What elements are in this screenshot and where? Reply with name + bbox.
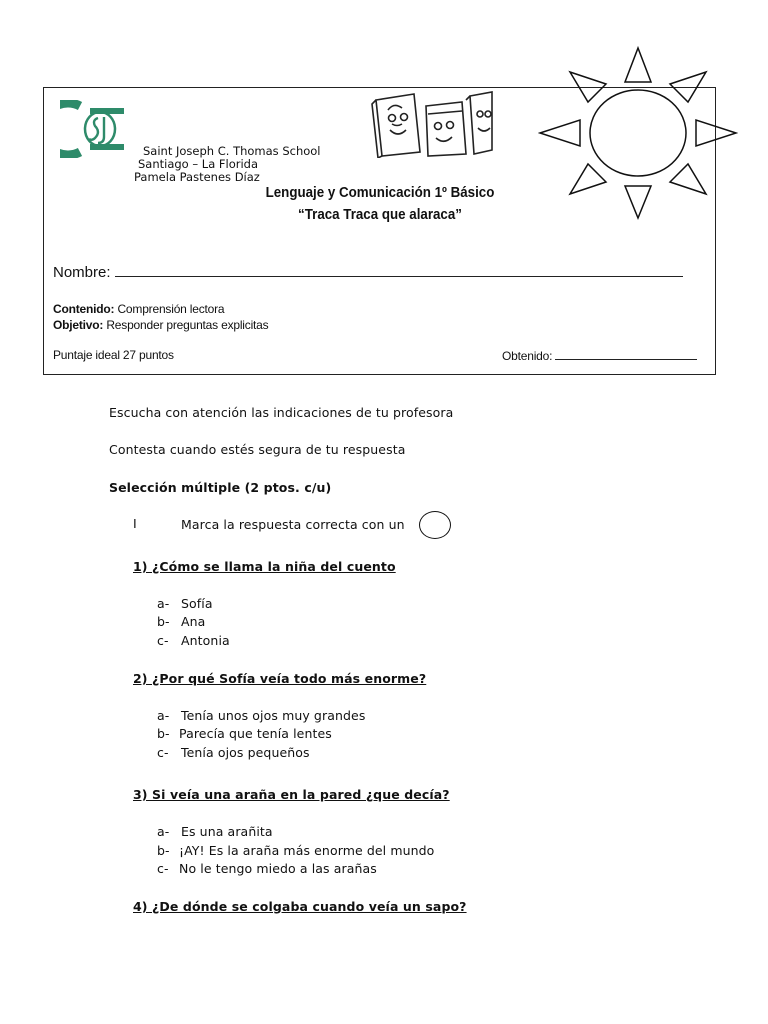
puntaje-text: Puntaje ideal 27 puntos [53,348,174,362]
name-blank-line[interactable] [115,262,683,277]
obtenido-blank-line[interactable] [555,348,697,360]
q1-option-c-letter: c- [157,633,169,648]
contenido-label: Contenido: [53,302,115,316]
q1-option-b-letter: b- [157,614,170,629]
objetivo-line [53,318,268,332]
q1-option-c[interactable]: Antonia [181,633,230,648]
cartoon-books-drawing-icon [370,90,494,158]
contenido-value: Comprensión lectora [117,302,225,316]
question-3-title: 3) Si veía una araña en la pared ¿que decía? [133,787,450,802]
instruction-listen: Escucha con atención las indicaciones de tu profesora [109,405,454,420]
q3-option-a[interactable]: Es una arañita [181,824,273,839]
name-field[interactable] [53,262,683,281]
instruction-answer: Contesta cuando estés segura de tu respuesta [109,442,406,457]
question-1-title: 1) ¿Cómo se llama la niña del cuento [133,559,396,574]
subject-title: Lenguaje y Comunicación 1º Básico [265,185,495,201]
school-location: Santiago – La Florida [138,157,259,171]
section-title: Selección múltiple (2 ptos. c/u) [109,480,332,495]
q1-option-b[interactable]: Ana [181,614,206,629]
obtenido-field[interactable] [502,348,697,363]
q3-option-c[interactable]: No le tengo miedo a las arañas [179,861,377,876]
item-number: I [133,516,137,531]
q2-option-c[interactable]: Tenía ojos pequeños [181,745,310,760]
question-2-title: 2) ¿Por qué Sofía veía todo más enorme? [133,671,427,686]
q3-option-a-letter: a- [157,824,170,839]
q2-option-a-letter: a- [157,708,170,723]
contenido-line [53,302,224,316]
obtenido-label: Obtenido: [502,349,553,363]
q2-option-b-letter: b- [157,726,170,741]
q2-option-b[interactable]: Parecía que tenía lentes [179,726,332,741]
q1-option-a[interactable]: Sofía [181,596,213,611]
q2-option-c-letter: c- [157,745,169,760]
q1-option-a-letter: a- [157,596,170,611]
q3-option-b-letter: b- [157,843,170,858]
school-name: Saint Joseph C. Thomas School [143,144,321,158]
objetivo-value: Responder preguntas explicitas [106,318,269,332]
question-4-title: 4) ¿De dónde se colgaba cuando veía un sapo? [133,899,467,914]
q2-option-a[interactable]: Tenía unos ojos muy grandes [181,708,366,723]
school-logo-icon [60,100,128,158]
teacher-name: Pamela Pastenes Díaz [134,170,260,184]
name-label: Nombre: [53,264,111,281]
story-title: “Traca Traca que alaraca” [298,207,462,223]
objetivo-label: Objetivo: [53,318,104,332]
sun-drawing-icon [538,44,738,222]
q3-option-b[interactable]: ¡AY! Es la araña más enorme del mundo [179,843,435,858]
q3-option-c-letter: c- [157,861,169,876]
answer-circle-sample [419,511,451,539]
item-instruction: Marca la respuesta correcta con un [181,517,405,532]
